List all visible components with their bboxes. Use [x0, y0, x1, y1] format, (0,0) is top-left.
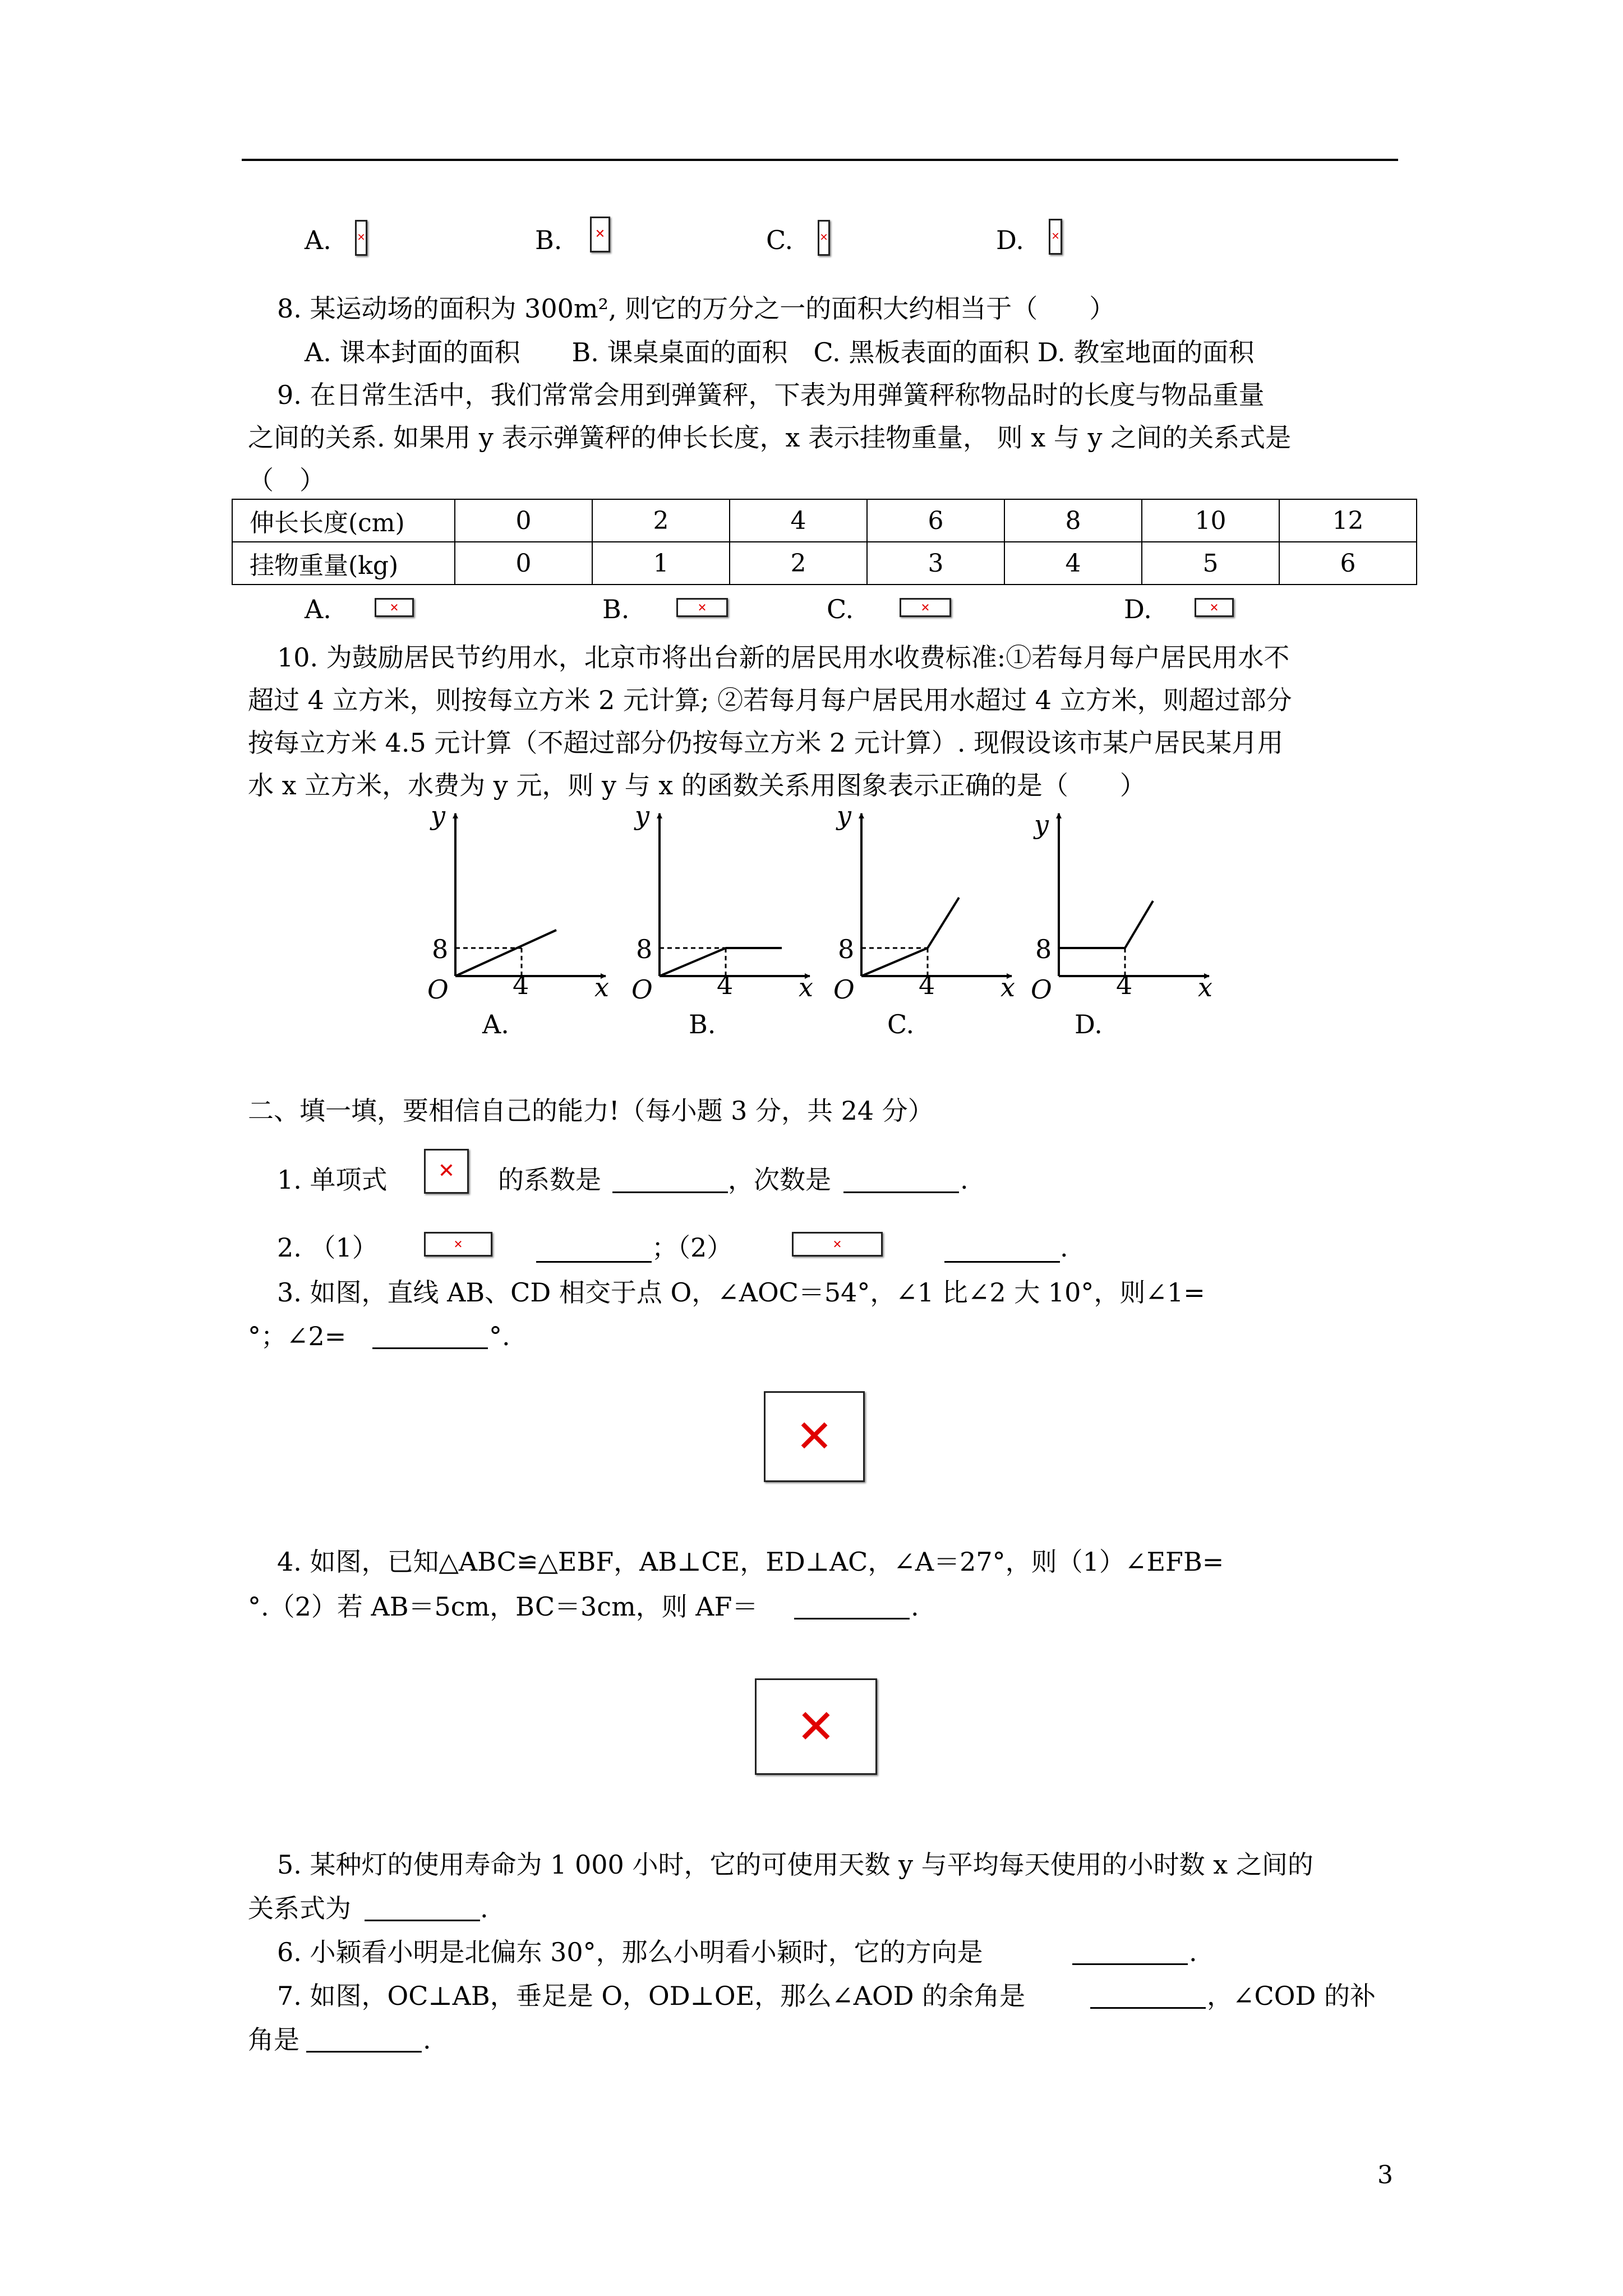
f2-blank-2[interactable] — [944, 1261, 1060, 1263]
table-cell: 0 — [455, 499, 592, 542]
q7-option-c-label: C. — [766, 225, 794, 255]
graph-d-y-label: y — [1034, 809, 1049, 840]
f2-prefix: 2. （1） — [277, 1232, 378, 1263]
table-cell: 6 — [1279, 542, 1417, 585]
f1-monomial-image: ✕ — [424, 1149, 469, 1194]
q9-line-3: （ ） — [248, 465, 325, 495]
q7-option-b-image: ✕ — [590, 217, 610, 252]
graph-d-origin: O — [1031, 974, 1052, 1005]
f7-line-1b: ，∠COD 的补 — [1207, 1981, 1376, 2011]
f3-figure-image: ✕ — [764, 1391, 865, 1482]
graph-c-origin: O — [833, 974, 855, 1005]
f2-sep: ；（2） — [652, 1232, 733, 1263]
table-cell: 4 — [1004, 542, 1142, 585]
f4-figure-image: ✕ — [755, 1678, 877, 1775]
graph-c-caption: C. — [887, 1009, 915, 1039]
table-cell: 2 — [592, 499, 730, 542]
graph-b — [631, 802, 813, 1039]
graph-b-y-label: y — [635, 802, 649, 831]
graph-a-x-label: x — [594, 972, 609, 1002]
table-cell: 0 — [455, 542, 592, 585]
graph-d-y-tick: 8 — [1035, 934, 1052, 964]
q10-line-1: 10. 为鼓励居民节约用水，北京市将出台新的居民用水收费标准:①若每月每户居民用水不 — [277, 642, 1290, 673]
q10-graphs — [415, 802, 1234, 1049]
graph-a-y-label: y — [431, 802, 445, 831]
q10-line-4: 水 x 立方米，水费为 y 元，则 y 与 x 的函数关系用图象表示正确的是（ ） — [248, 770, 1146, 800]
graph-a-x-tick: 4 — [513, 970, 529, 1000]
f6-blank-direction[interactable] — [1072, 1963, 1188, 1965]
q7-option-b-label: B. — [535, 225, 562, 255]
table-row — [232, 542, 1417, 585]
q7-option-c-image: ✕ — [818, 220, 830, 256]
f3-blank-angle-2[interactable] — [372, 1347, 488, 1349]
table-cell: 4 — [730, 499, 867, 542]
f1-sep: ，次数是 — [728, 1165, 831, 1195]
q7-option-a-image: ✕ — [355, 220, 367, 256]
graph-b-y-tick: 8 — [636, 934, 653, 964]
f3-line-2b: °. — [489, 1321, 510, 1351]
table-cell: 12 — [1279, 499, 1417, 542]
q9-option-d-image: ✕ — [1195, 598, 1234, 617]
q9-option-c-image: ✕ — [900, 598, 951, 617]
table-cell: 1 — [592, 542, 730, 585]
f2-expression-1-image: ✕ — [424, 1232, 492, 1257]
f7-line-1a: 7. 如图，OC⊥AB，垂足是 O，OD⊥OE，那么∠AOD 的余角是 — [277, 1981, 1026, 2011]
f5-line-2a: 关系式为 — [248, 1893, 351, 1924]
q9-option-a-image: ✕ — [375, 598, 414, 617]
f6-text: 6. 小颖看小明是北偏东 30°，那么小明看小颖时，它的方向是 — [277, 1937, 983, 1967]
f7-blank-complement[interactable] — [1090, 2007, 1206, 2009]
f5-blank-relation[interactable] — [365, 1920, 480, 1921]
table-cell: 10 — [1142, 499, 1279, 542]
section-2-heading: 二、填一填，要相信自己的能力!（每小题 3 分，共 24 分） — [248, 1096, 934, 1126]
graph-d-x-tick: 4 — [1116, 970, 1133, 1000]
q7-option-d-label: D. — [996, 225, 1024, 255]
table-cell: 5 — [1142, 542, 1279, 585]
graph-c-y-tick: 8 — [838, 934, 855, 964]
table-row-header: 伸长长度(cm) — [232, 499, 455, 542]
q9-option-b-label: B. — [602, 594, 630, 624]
graph-b-x-tick: 4 — [717, 970, 734, 1000]
graph-d — [1031, 809, 1212, 1039]
f4-blank-af[interactable] — [794, 1618, 910, 1619]
q9-line-1: 9. 在日常生活中，我们常常会用到弹簧秤，下表为用弹簧秤称物品时的长度与物品重量 — [277, 380, 1265, 410]
q9-option-d-label: D. — [1124, 594, 1152, 624]
graph-c-y-label: y — [837, 802, 851, 831]
graph-a-origin: O — [427, 974, 449, 1005]
f1-blank-coefficient[interactable] — [612, 1191, 728, 1193]
graph-a — [427, 802, 609, 1039]
q8-question: 8. 某运动场的面积为 300m², 则它的万分之一的面积大约相当于（ ） — [277, 293, 1115, 324]
f2-end: . — [1060, 1232, 1068, 1263]
q10-line-3: 按每立方米 4.5 元计算（不超过部分仍按每立方米 2 元计算）. 现假设该市某户居民某月用 — [248, 728, 1284, 758]
f1-blank-degree[interactable] — [843, 1191, 959, 1193]
table-cell: 8 — [1004, 499, 1142, 542]
table-row — [232, 499, 1417, 542]
f1-end: . — [960, 1165, 969, 1195]
f7-line-2a: 角是 — [248, 2024, 299, 2055]
f1-middle: 的系数是 — [498, 1165, 601, 1195]
table-row-header: 挂物重量(kg) — [232, 542, 455, 585]
graph-a-y-tick: 8 — [432, 934, 449, 964]
f4-line-2b: . — [911, 1591, 919, 1622]
q7-option-a-label: A. — [305, 225, 331, 255]
graph-b-x-label: x — [799, 972, 813, 1002]
header-rule — [242, 159, 1398, 161]
f5-line-2b: . — [480, 1893, 488, 1924]
table-cell: 3 — [867, 542, 1004, 585]
f2-expression-2-image: ✕ — [792, 1232, 883, 1257]
q9-option-a-label: A. — [305, 594, 331, 624]
f3-line-2a: °；∠2= — [248, 1321, 347, 1351]
f1-prefix: 1. 单项式 — [277, 1165, 388, 1195]
q9-table — [232, 499, 1417, 585]
f7-line-2b: . — [423, 2024, 431, 2055]
graph-b-caption: B. — [689, 1009, 716, 1039]
table-cell: 2 — [730, 542, 867, 585]
q9-option-c-label: C. — [827, 594, 854, 624]
graph-c-x-tick: 4 — [919, 970, 935, 1000]
f3-line-1: 3. 如图，直线 AB、CD 相交于点 O，∠AOC＝54°，∠1 比∠2 大 10°，则∠1= — [277, 1277, 1205, 1308]
page-number: 3 — [1377, 2161, 1393, 2189]
f5-line-1: 5. 某种灯的使用寿命为 1 000 小时，它的可使用天数 y 与平均每天使用的小时数 x 之间的 — [277, 1849, 1313, 1880]
graph-b-origin: O — [631, 974, 653, 1005]
f6-end: . — [1189, 1937, 1197, 1967]
f4-line-1: 4. 如图，已知△ABC≌△EBF，AB⊥CE，ED⊥AC，∠A＝27°，则（1）∠EFB= — [277, 1547, 1224, 1577]
q9-line-2: 之间的关系. 如果用 y 表示弹簧秤的伸长长度，x 表示挂物重量， 则 x 与 y 之间的关系式是 — [248, 422, 1292, 453]
graph-d-x-label: x — [1198, 972, 1212, 1002]
q7-option-d-image: ✕ — [1049, 219, 1062, 255]
f4-line-2a: °.（2）若 AB＝5cm，BC＝3cm，则 AF＝ — [248, 1591, 758, 1622]
q8-options: A. 课本封面的面积 B. 课桌桌面的面积 C. 黑板表面的面积 D. 教室地面的面积 — [305, 337, 1255, 367]
graph-d-caption: D. — [1075, 1009, 1103, 1039]
f7-blank-supplement[interactable] — [306, 2051, 422, 2053]
f2-blank-1[interactable] — [536, 1261, 652, 1263]
graph-a-caption: A. — [482, 1009, 509, 1039]
graph-c — [833, 802, 1015, 1039]
q10-line-2: 超过 4 立方米，则按每立方米 2 元计算; ②若每月每户居民用水超过 4 立方米，则超过部分 — [248, 685, 1292, 715]
graph-c-x-label: x — [1000, 972, 1015, 1002]
q9-option-b-image: ✕ — [676, 598, 728, 617]
table-cell: 6 — [867, 499, 1004, 542]
